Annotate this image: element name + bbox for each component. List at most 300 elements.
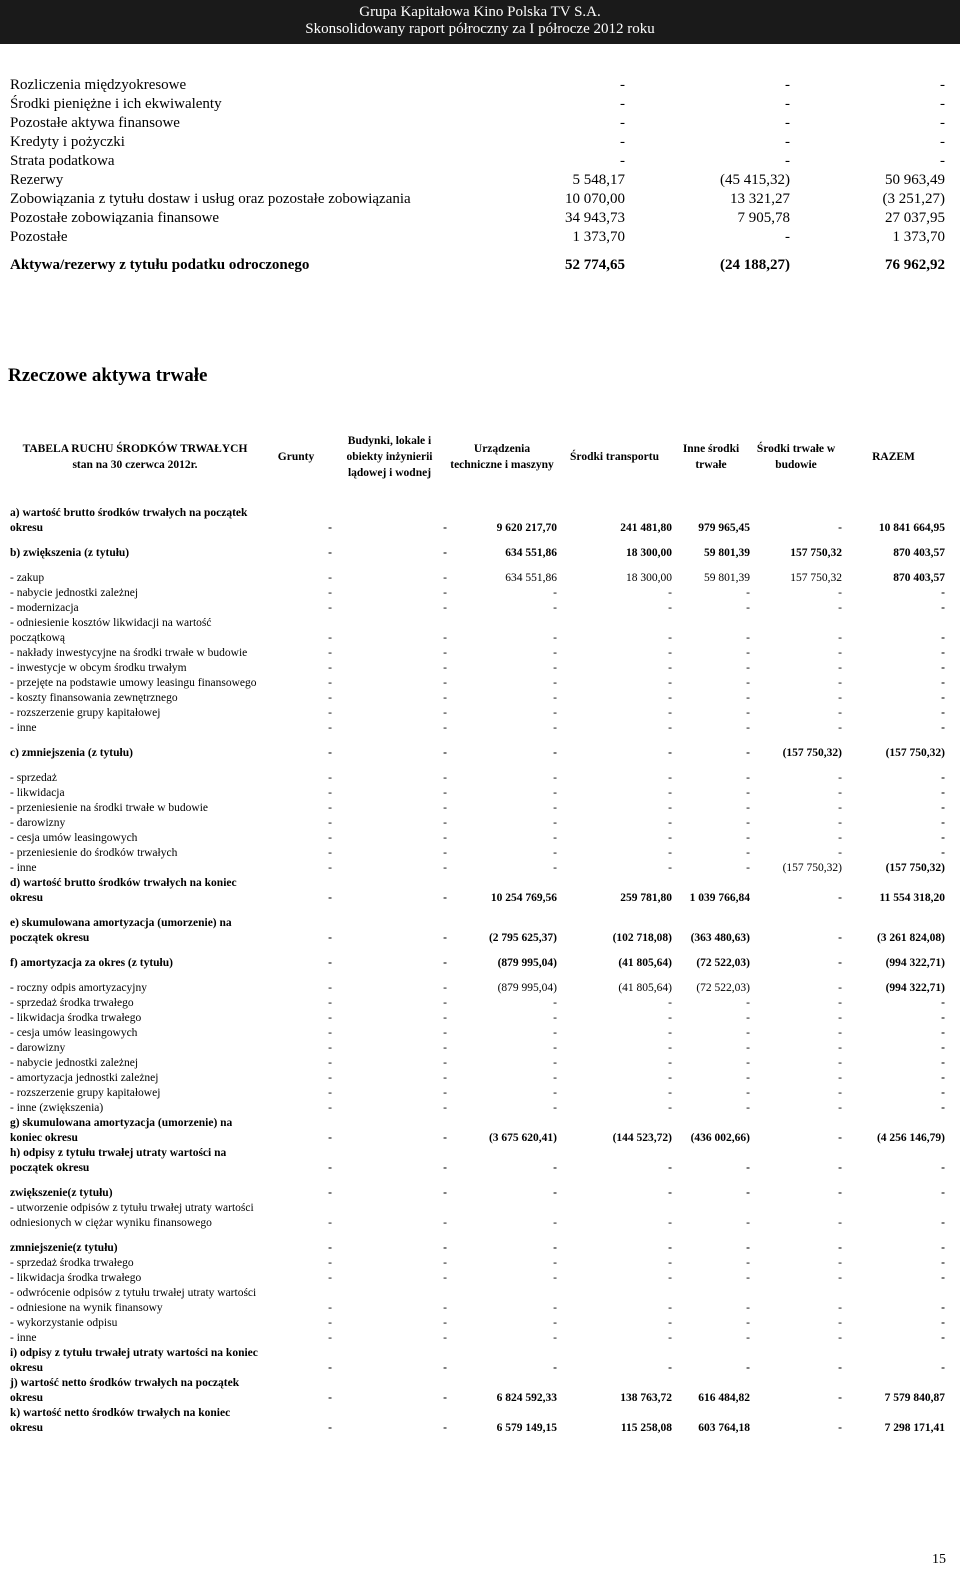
row-value: - [785, 134, 790, 150]
row-value: - [553, 772, 557, 784]
fixed-assets-row [10, 846, 945, 861]
row-value: - [443, 602, 447, 614]
row-value: (157 750,32) [885, 862, 945, 874]
row-value: - [553, 802, 557, 814]
row-value: - [443, 862, 447, 874]
row-value: - [553, 847, 557, 859]
row-value: - [553, 632, 557, 644]
row-value: 7 298 171,41 [884, 1422, 945, 1434]
row-value: - [668, 1362, 672, 1374]
row-value: - [838, 1392, 842, 1404]
row-value: 157 750,32 [790, 547, 842, 559]
row-value: - [941, 722, 945, 734]
row-value: - [553, 1057, 557, 1069]
row-value: 10 070,00 [565, 191, 625, 207]
row-value: (72 522,03) [696, 957, 750, 969]
row-value: - [328, 1302, 332, 1314]
row-value: - [553, 787, 557, 799]
row-value: - [838, 1087, 842, 1099]
fixed-assets-row [10, 1041, 945, 1056]
row-value: - [443, 1132, 447, 1144]
row-value: - [668, 832, 672, 844]
fixed-assets-row [10, 1376, 945, 1406]
row-value: - [553, 1087, 557, 1099]
row-label: - sprzedaż [10, 772, 57, 784]
row-value: (41 805,64) [618, 957, 672, 969]
row-value: - [838, 522, 842, 534]
row-value: - [443, 1217, 447, 1229]
row-value: - [838, 892, 842, 904]
fixed-assets-table [10, 418, 945, 1436]
fixed-assets-row [10, 1176, 945, 1201]
row-value: 870 403,57 [893, 572, 945, 584]
row-label: - modernizacja [10, 602, 79, 614]
row-label: zwiększenie(z tytułu) [10, 1187, 113, 1199]
row-label: - roczny odpis amortyzacyjny [10, 982, 147, 994]
row-value: - [941, 847, 945, 859]
row-value: - [785, 229, 790, 245]
row-value: - [443, 707, 447, 719]
row-value: 10 254 769,56 [490, 892, 557, 904]
row-value: - [443, 1317, 447, 1329]
row-label: - przejęte na podstawie umowy leasingu finansowego [10, 677, 257, 689]
row-value: - [941, 997, 945, 1009]
row-value: - [940, 134, 945, 150]
row-value: - [328, 677, 332, 689]
section-title: Rzeczowe aktywa trwałe [8, 365, 208, 386]
row-value: - [443, 662, 447, 674]
row-value: - [941, 602, 945, 614]
row-value: - [668, 772, 672, 784]
row-value: - [443, 647, 447, 659]
row-value: (45 415,32) [720, 172, 790, 188]
row-value: - [838, 587, 842, 599]
row-value: - [668, 1162, 672, 1174]
row-value: - [940, 77, 945, 93]
row-label: - przeniesienie na środki trwałe w budowie [10, 802, 208, 814]
row-value: - [838, 1272, 842, 1284]
row-value: - [553, 1162, 557, 1174]
row-value: - [553, 647, 557, 659]
col-header-land: Grunty [277, 451, 315, 463]
row-value: - [838, 1042, 842, 1054]
row-label: f) amortyzacja za okres (z tytułu) [10, 957, 173, 969]
row-value: - [941, 1027, 945, 1039]
row-value: - [838, 632, 842, 644]
fixed-assets-body [10, 496, 945, 1436]
row-value: 9 620 217,70 [496, 522, 557, 534]
row-value: - [746, 832, 750, 844]
row-label: - darowizny [10, 817, 66, 829]
row-value: - [941, 772, 945, 784]
row-label: Rezerwy [10, 172, 64, 188]
row-value: 979 965,45 [698, 522, 750, 534]
row-value: - [328, 722, 332, 734]
row-value: - [443, 802, 447, 814]
row-value: - [746, 1162, 750, 1174]
row-value: - [443, 547, 447, 559]
row-label: - inne (zwiększenia) [10, 1102, 104, 1114]
row-value: - [443, 587, 447, 599]
row-value: - [838, 647, 842, 659]
row-value: - [941, 817, 945, 829]
row-value: - [328, 932, 332, 944]
row-value: - [328, 602, 332, 614]
row-value: - [838, 1217, 842, 1229]
fixed-assets-row [10, 996, 945, 1011]
row-value: - [443, 1302, 447, 1314]
row-value: - [328, 957, 332, 969]
row-value: - [746, 1072, 750, 1084]
row-value: - [328, 1422, 332, 1434]
row-value: 634 551,86 [505, 572, 557, 584]
row-value: - [838, 1057, 842, 1069]
row-value: 138 763,72 [620, 1392, 672, 1404]
deferred-tax-row [10, 228, 945, 247]
fixed-assets-row [10, 496, 945, 536]
row-value: - [443, 1042, 447, 1054]
row-value: 11 554 318,20 [879, 892, 945, 904]
row-value: - [328, 847, 332, 859]
fixed-assets-row [10, 691, 945, 706]
row-value: - [940, 115, 945, 131]
fixed-assets-row [10, 831, 945, 846]
row-value: - [941, 1217, 945, 1229]
row-value: - [746, 1272, 750, 1284]
row-value: - [553, 1362, 557, 1374]
row-value: - [838, 1102, 842, 1114]
row-value: - [668, 787, 672, 799]
row-value: - [838, 692, 842, 704]
col-header-total: RAZEM [872, 451, 915, 463]
row-value: - [443, 1422, 447, 1434]
row-value: - [941, 1362, 945, 1374]
row-value: - [443, 817, 447, 829]
row-value: - [838, 1332, 842, 1344]
row-value: - [553, 587, 557, 599]
row-value: - [668, 677, 672, 689]
fixed-assets-row [10, 536, 945, 561]
fixed-assets-row [10, 946, 945, 971]
row-value: - [941, 1087, 945, 1099]
row-label: k) wartość netto środków trwałych na koniec okresu [10, 1407, 231, 1434]
row-value: - [746, 847, 750, 859]
fixed-assets-row [10, 971, 945, 996]
fixed-assets-row [10, 1256, 945, 1271]
row-value: - [941, 1012, 945, 1024]
row-value: - [746, 692, 750, 704]
row-value: - [328, 1012, 332, 1024]
row-value: - [838, 932, 842, 944]
row-value: - [443, 772, 447, 784]
fixed-assets-row [10, 1146, 945, 1176]
row-value: - [668, 662, 672, 674]
row-value: - [668, 692, 672, 704]
row-value: - [328, 1087, 332, 1099]
row-value: - [941, 1057, 945, 1069]
row-value: - [328, 1362, 332, 1374]
row-value: - [838, 1072, 842, 1084]
row-value: - [838, 847, 842, 859]
col-header-construction: Środki trwałe w budowie [756, 443, 836, 471]
row-value: - [941, 1317, 945, 1329]
row-value: - [941, 1072, 945, 1084]
row-value: - [668, 602, 672, 614]
row-value: - [328, 1392, 332, 1404]
row-value: - [668, 707, 672, 719]
row-value: (72 522,03) [696, 982, 750, 994]
row-value: - [838, 1027, 842, 1039]
row-value: 1 373,70 [572, 229, 625, 245]
row-value: - [620, 115, 625, 131]
row-value: - [328, 1187, 332, 1199]
row-value: - [838, 1242, 842, 1254]
row-label: - inne [10, 862, 37, 874]
row-value: - [328, 747, 332, 759]
row-value: - [838, 832, 842, 844]
row-value: - [746, 1187, 750, 1199]
row-label: - nakłady inwestycyjne na środki trwałe w budowie [10, 647, 248, 659]
row-label: - likwidacja [10, 787, 65, 799]
fixed-assets-row [10, 616, 945, 646]
row-value: - [443, 722, 447, 734]
row-label: - nabycie jednostki zależnej [10, 1057, 139, 1069]
row-value: - [328, 707, 332, 719]
row-value: 7 905,78 [737, 210, 790, 226]
row-value: 59 801,39 [704, 547, 750, 559]
total-label: Aktywa/rezerwy z tytułu podatku odroczonego [10, 257, 310, 273]
row-value: (4 256 146,79) [876, 1132, 945, 1144]
row-value: 18 300,00 [626, 572, 672, 584]
row-label: g) skumulowana amortyzacja (umorzenie) na koniec okresu [10, 1117, 233, 1144]
row-label: e) skumulowana amortyzacja (umorzenie) na początek okresu [10, 917, 232, 944]
row-value: - [443, 1272, 447, 1284]
row-value: - [328, 587, 332, 599]
row-value: - [746, 707, 750, 719]
fixed-assets-row [10, 676, 945, 691]
row-value: - [328, 662, 332, 674]
row-value: - [668, 997, 672, 1009]
row-value: 10 841 664,95 [878, 522, 945, 534]
row-value: - [553, 1317, 557, 1329]
fixed-assets-row [10, 706, 945, 721]
row-label: Kredyty i pożyczki [10, 134, 125, 150]
row-value: - [553, 862, 557, 874]
row-value: - [838, 1302, 842, 1314]
row-value: - [443, 982, 447, 994]
row-label: - odwrócenie odpisów z tytułu trwałej utraty wartości - odniesione na wynik finansowy [10, 1287, 257, 1314]
row-value: - [785, 153, 790, 169]
row-value: - [553, 1302, 557, 1314]
row-value: - [668, 1332, 672, 1344]
row-value: 616 484,82 [698, 1392, 750, 1404]
fixed-assets-row [10, 646, 945, 661]
row-value: - [668, 587, 672, 599]
row-value: - [553, 1242, 557, 1254]
row-value: - [668, 802, 672, 814]
row-value: - [668, 862, 672, 874]
row-value: (144 523,72) [612, 1132, 672, 1144]
row-value: 634 551,86 [505, 547, 557, 559]
row-label: Strata podatkowa [10, 153, 115, 169]
row-value: - [668, 1057, 672, 1069]
row-label: zmniejszenie(z tytułu) [10, 1242, 118, 1254]
row-value: - [941, 1302, 945, 1314]
row-value: - [838, 707, 842, 719]
row-value: - [553, 722, 557, 734]
row-value: - [746, 1012, 750, 1024]
row-value: - [328, 647, 332, 659]
row-value: - [746, 662, 750, 674]
fixed-assets-row [10, 561, 945, 586]
row-value: - [553, 1272, 557, 1284]
row-value: - [553, 1027, 557, 1039]
row-value: (879 995,04) [497, 982, 557, 994]
row-label: - koszty finansowania zewnętrznego [10, 692, 178, 704]
row-value: - [553, 1012, 557, 1024]
row-value: - [443, 1162, 447, 1174]
fixed-assets-row [10, 736, 945, 761]
row-value: 50 963,49 [885, 172, 945, 188]
fixed-assets-row [10, 761, 945, 786]
row-value: - [328, 1242, 332, 1254]
row-value: - [746, 1317, 750, 1329]
row-value: - [941, 1187, 945, 1199]
row-value: - [941, 802, 945, 814]
row-value: - [941, 1332, 945, 1344]
row-value: - [328, 1132, 332, 1144]
row-value: - [838, 662, 842, 674]
row-value: 115 258,08 [620, 1422, 672, 1434]
row-value: - [443, 1057, 447, 1069]
row-label: - inne [10, 1332, 37, 1344]
row-value: - [620, 77, 625, 93]
row-value: - [838, 787, 842, 799]
fixed-assets-row [10, 1056, 945, 1071]
row-label: i) odpisy z tytułu trwałej utraty wartości na koniec okresu [10, 1347, 258, 1374]
row-value: (3 261 824,08) [876, 932, 945, 944]
fixed-assets-header [10, 418, 945, 496]
row-value: - [838, 1257, 842, 1269]
row-label: Środki pieniężne i ich ekwiwalenty [10, 96, 222, 112]
row-value: 870 403,57 [893, 547, 945, 559]
row-value: - [668, 632, 672, 644]
fixed-assets-row [10, 721, 945, 736]
row-value: - [443, 1012, 447, 1024]
row-label: - amortyzacja jednostki zależnej [10, 1072, 159, 1084]
row-value: - [328, 982, 332, 994]
row-value: - [941, 692, 945, 704]
fixed-assets-row [10, 586, 945, 601]
row-label: c) zmniejszenia (z tytułu) [10, 747, 133, 759]
row-label: - wykorzystanie odpisu [10, 1317, 118, 1329]
row-value: - [328, 1317, 332, 1329]
fixed-assets-row [10, 1116, 945, 1146]
row-value: - [746, 747, 750, 759]
row-value: - [443, 1072, 447, 1084]
row-value: - [328, 997, 332, 1009]
row-value: - [443, 1242, 447, 1254]
row-value: - [838, 772, 842, 784]
row-value: - [328, 1027, 332, 1039]
row-value: - [553, 817, 557, 829]
row-value: - [443, 847, 447, 859]
row-value: - [668, 1012, 672, 1024]
deferred-tax-row [10, 209, 945, 228]
row-value: - [668, 647, 672, 659]
row-label: - inne [10, 722, 37, 734]
deferred-tax-total-row [10, 247, 945, 275]
row-value: - [443, 677, 447, 689]
fixed-assets-row [10, 786, 945, 801]
row-value: 5 548,17 [572, 172, 625, 188]
row-value: - [553, 692, 557, 704]
row-label: a) wartość brutto środków trwałych na początek okresu [10, 507, 248, 534]
row-value: - [941, 1162, 945, 1174]
row-value: (157 750,32) [782, 862, 842, 874]
row-value: - [328, 692, 332, 704]
row-value: (2 795 625,37) [488, 932, 557, 944]
row-value: - [941, 787, 945, 799]
row-value: 241 481,80 [620, 522, 672, 534]
row-value: - [785, 96, 790, 112]
row-label: d) wartość brutto środków trwałych na koniec okresu [10, 877, 237, 904]
total-value: 52 774,65 [565, 257, 625, 273]
row-value: - [838, 1187, 842, 1199]
fixed-assets-row [10, 1026, 945, 1041]
row-value: - [443, 692, 447, 704]
row-value: - [443, 632, 447, 644]
row-value: - [941, 707, 945, 719]
row-value: - [443, 1027, 447, 1039]
fixed-assets-row [10, 1086, 945, 1101]
row-value: (994 322,71) [885, 957, 945, 969]
fixed-assets-row [10, 801, 945, 816]
row-value: - [328, 892, 332, 904]
row-label: - utworzenie odpisów z tytułu trwałej utraty wartości odniesionych w ciężar wyniku finansowego [10, 1202, 254, 1229]
row-value: - [746, 817, 750, 829]
row-value: - [838, 602, 842, 614]
row-value: (994 322,71) [885, 982, 945, 994]
row-value: - [328, 1272, 332, 1284]
row-value: - [553, 1332, 557, 1344]
row-value: - [620, 134, 625, 150]
row-value: - [838, 1162, 842, 1174]
row-value: - [328, 632, 332, 644]
row-value: - [746, 1302, 750, 1314]
row-value: - [746, 1042, 750, 1054]
row-value: - [553, 747, 557, 759]
row-value: - [838, 1132, 842, 1144]
row-value: - [328, 772, 332, 784]
row-value: - [746, 1102, 750, 1114]
row-value: - [838, 722, 842, 734]
row-value: - [328, 787, 332, 799]
fixed-assets-row [10, 1071, 945, 1086]
row-value: - [668, 1317, 672, 1329]
row-value: - [746, 997, 750, 1009]
row-value: - [443, 522, 447, 534]
row-value: - [746, 1217, 750, 1229]
row-value: - [553, 1187, 557, 1199]
row-value: - [553, 1042, 557, 1054]
row-value: (3 251,27) [882, 191, 945, 207]
row-value: - [443, 892, 447, 904]
row-value: - [746, 1257, 750, 1269]
row-value: - [746, 602, 750, 614]
row-value: - [668, 1027, 672, 1039]
row-value: - [941, 1242, 945, 1254]
